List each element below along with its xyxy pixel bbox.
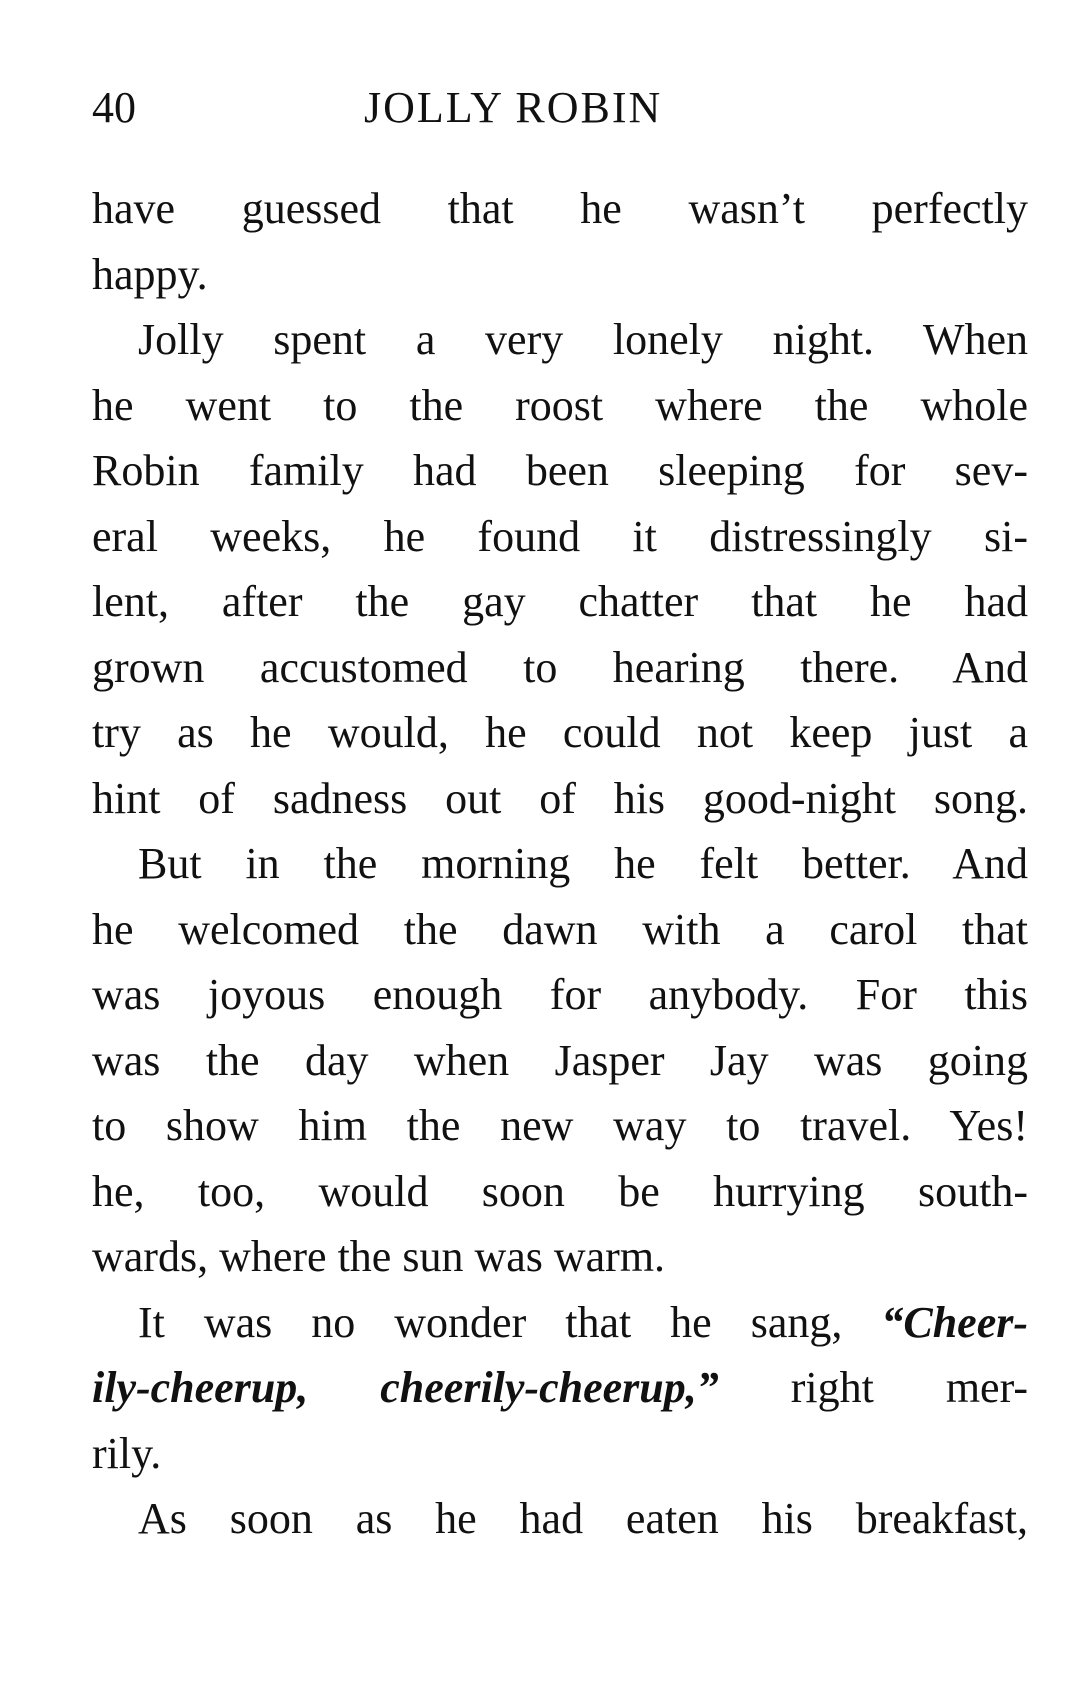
- text-line: he went to the roost where the whole: [92, 380, 1028, 430]
- text-line: he, too, would soon be hurrying south-: [92, 1166, 1028, 1216]
- text-line: Robin family had been sleeping for sev-: [92, 446, 1028, 495]
- page-header: [92, 78, 1032, 138]
- text-line: eral weeks, he found it distressingly si-: [92, 511, 1028, 561]
- text-line: to show him the new way to travel. Yes!: [92, 1101, 1028, 1150]
- text-line: try as he would, he could not keep just a: [92, 708, 1028, 757]
- text-line: was joyous enough for anybody. For this: [92, 970, 1028, 1019]
- italic-quote: “Cheer-: [881, 1297, 1028, 1347]
- text-line: [92, 1355, 1028, 1421]
- text-line: As soon as he had eaten his breakfast,: [138, 1494, 1028, 1543]
- running-head: JOLLY ROBIN: [364, 83, 663, 132]
- text-line: wards, where the sun was warm.: [92, 1232, 666, 1281]
- text-line: hint of sadness out of his good-night song.: [92, 773, 1028, 823]
- line-text: right mer-: [718, 1363, 1029, 1412]
- text-line: [92, 1290, 1028, 1356]
- body-text: [92, 176, 1028, 1552]
- text-line: happy.: [92, 249, 208, 299]
- text-line: Jolly spent a very lonely night. When: [138, 315, 1028, 364]
- text-line: have guessed that he wasn’t perfectly: [92, 184, 1028, 233]
- text-line: But in the morning he felt better. And: [138, 839, 1028, 888]
- text-line: he welcomed the dawn with a carol that: [92, 904, 1028, 954]
- line-text: It was no wonder that he sang,: [138, 1297, 882, 1347]
- text-line: lent, after the gay chatter that he had: [92, 577, 1028, 626]
- italic-quote: ily-cheerup, cheerily-cheerup,”: [92, 1363, 719, 1412]
- page-number: 40: [92, 83, 136, 132]
- text-line: rily.: [92, 1428, 162, 1478]
- text-line: grown accustomed to hearing there. And: [92, 642, 1028, 692]
- text-line: was the day when Jasper Jay was going: [92, 1035, 1028, 1085]
